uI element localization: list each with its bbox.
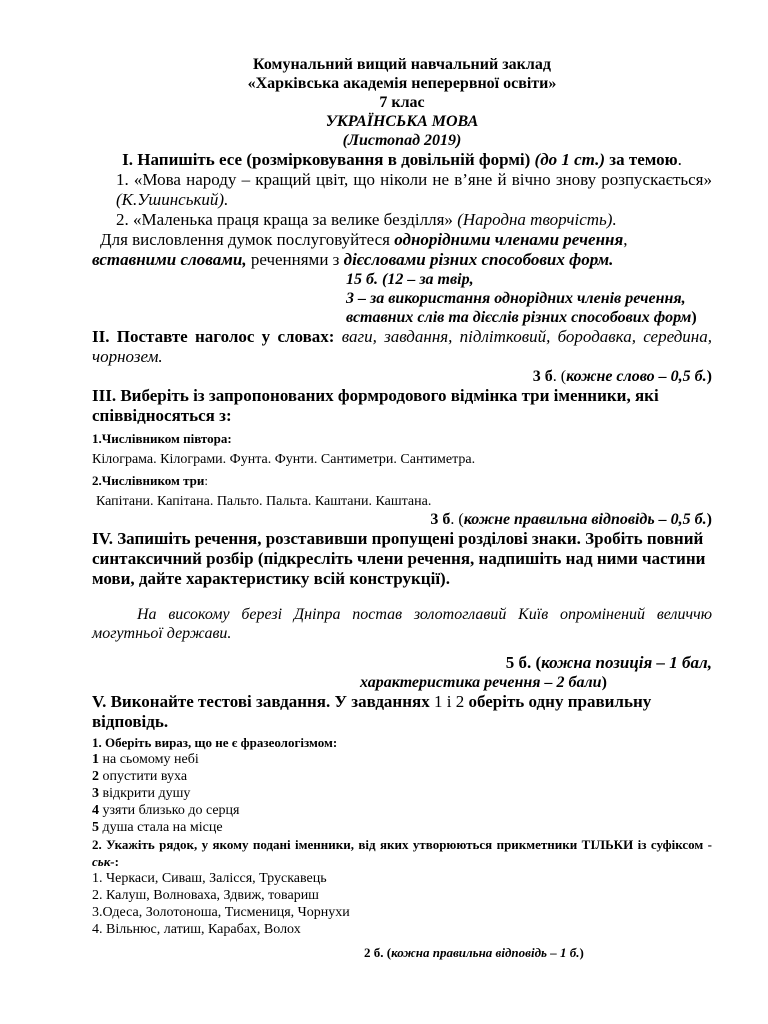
task-1: [92, 150, 712, 327]
task-4-score-1: 5 б. (кожна позиція – 1 бал,: [505, 653, 712, 672]
question-2-options: [92, 870, 712, 938]
task-5-score: 2 б. (кожна правильна відповідь – 1 б.): [364, 945, 584, 960]
list-item: 5 душа стала на місце: [92, 820, 223, 835]
list-item: 1. Черкаси, Сиваш, Залісся, Трускавець: [92, 871, 327, 886]
academy-name: «Харківська академія неперервної освіти»: [247, 75, 557, 92]
task-3-sub-1: 1.Числівником півтора:: [92, 431, 232, 446]
task-4-sentence: На високому березі Дніпра постав золотоглавий Київ опромінений величчю могутньої держави.: [92, 606, 712, 642]
question-1-options: [92, 751, 712, 836]
task-3-list-2: Капітани. Капітана. Пальто. Пальта. Каштани. Каштана.: [96, 494, 432, 509]
task-4: [92, 529, 712, 692]
date-label: (Листопад 2019): [342, 132, 462, 149]
list-item: 4 узяти близько до серця: [92, 803, 240, 818]
task-3-sub-2: 2.Числівником три:: [92, 473, 209, 488]
subject-title: УКРАЇНСЬКА МОВА: [325, 113, 479, 130]
question-1: 1. Оберіть вираз, що не є фразеологізмом:: [92, 735, 338, 750]
list-item: 2 опустити вуха: [92, 769, 188, 784]
task-2: [92, 327, 712, 386]
task-3-title: ІІІ. Виберіть із запропонованих формродового відмінка три іменники, які співвідносяться з:: [92, 386, 659, 425]
question-2: 2. Укажіть рядок, у якому подані іменники, від яких утворюються прикметники ТІЛЬКИ із суфіксом - ськ-:: [92, 837, 712, 869]
task-2-text: ІІ. Поставте наголос у словах: ваги, завдання, підлітковий, бородавка, середина, чорнозем.: [92, 327, 712, 366]
list-item: 2. Калуш, Волноваха, Здвиж, товариш: [92, 888, 319, 903]
grade-label: 7 клас: [379, 94, 425, 111]
institution-name: Комунальний вищий навчальний заклад: [253, 56, 551, 73]
task-2-score: 3 б. (кожне слово – 0,5 б.): [532, 368, 712, 385]
task-3: [92, 386, 712, 529]
task-5: [92, 692, 712, 961]
task-4-title: ІV. Запишіть речення, розставивши пропущені розділові знаки. Зробіть повний синтаксичний розбір (підкресліть члени речення, надпишіть над ними частини мови, дайте характеристику всій конструкції).: [92, 529, 706, 588]
task-5-title: V. Виконайте тестові завдання. У завданнях 1 і 2 оберіть одну правильну відповідь.: [92, 692, 652, 731]
task-3-list-1: Кілограма. Кілограми. Фунта. Фунти. Сантиметри. Сантиметра.: [92, 452, 476, 467]
list-item: 3 відкрити душу: [92, 786, 191, 801]
list-item: 4. Вільнюс, латиш, Карабах, Волох: [92, 922, 301, 937]
document-page: [92, 52, 712, 961]
document-header: [92, 55, 712, 150]
essay-topic-2: 2. «Маленька праця краща за велике безділля» (Народна творчість).: [116, 210, 617, 229]
task-4-score-2: характеристика речення – 2 бали): [360, 674, 607, 691]
task-1-score: 15 б. (12 – за твір, 3 – за використання однорідних членів речення, вставних слів та дієслів різних способових форм): [346, 271, 697, 326]
list-item: 1 на сьомому небі: [92, 752, 199, 767]
essay-topic-1: 1. «Мова народу – кращий цвіт, що ніколи не в’яне й вічно знову розпускається» (К.Ушинський).: [116, 170, 712, 209]
list-item: 3.Одеса, Золотоноша, Тисмениця, Чорнухи: [92, 905, 350, 920]
task-1-instruction: Для висловлення думок послуговуйтеся однорідними членами речення, вставними словами, реченнями з дієсловами різних способових форм.: [92, 230, 628, 269]
task-3-score: 3 б. (кожне правильна відповідь – 0,5 б.): [430, 511, 712, 528]
task-1-title: І. Напишіть есе (розмірковування в довільній формі) (до 1 ст.) за темою.: [122, 150, 682, 169]
